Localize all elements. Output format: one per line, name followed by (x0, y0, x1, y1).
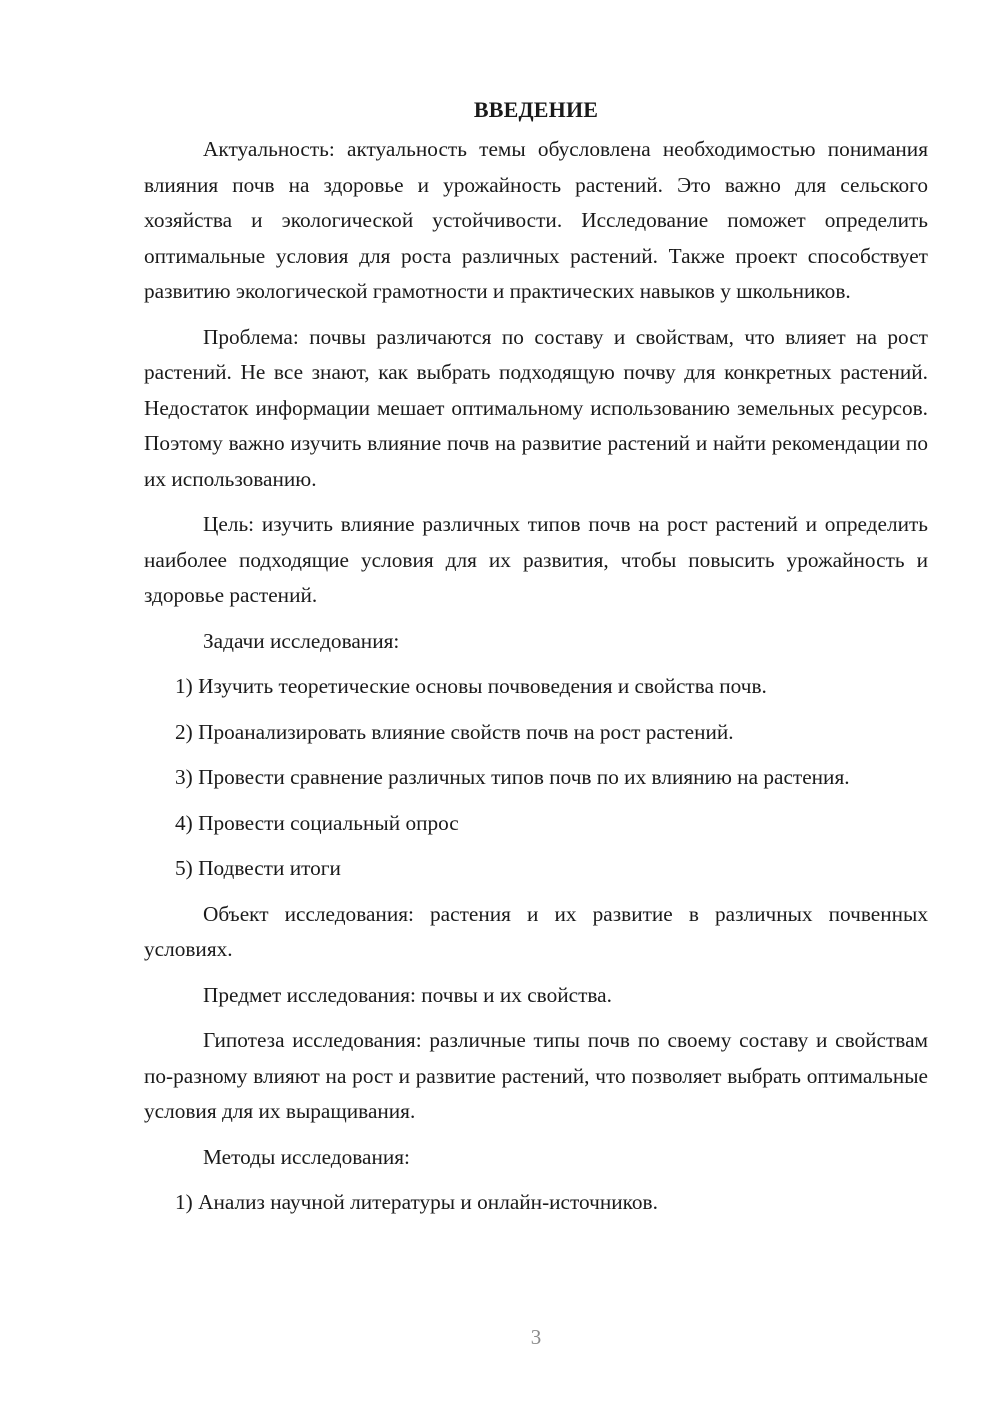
hypothesis-paragraph: Гипотеза исследования: различные типы почв по своему составу и свойствам по-разному влияют на рост и развитие растений, что позволяет выбрать оптимальные условия для их выращивания. (144, 1028, 928, 1123)
page-number: 3 (530, 1325, 542, 1349)
goal-paragraph: Цель: изучить влияние различных типов почв на рост растений и определить наиболее подходящие условия для их развития, чтобы повысить урожайность и здоровье растений. (144, 512, 928, 607)
tasks-heading: Задачи исследования: (203, 628, 400, 653)
relevance-paragraph: Актуальность: актуальность темы обусловлена необходимостью понимания влияния почв на здоровье и урожайность растений. Это важно для сельского хозяйства и экологической устойчивости. Исследование поможет определить оптимальные условия для роста различных растений. Также проект способствует развитию экологической грамотности и практических навыков у школьников. (144, 137, 928, 303)
method-item: 1) Анализ научной литературы и онлайн-источников. (175, 1190, 658, 1214)
task-item: 3) Провести сравнение различных типов почв по их влиянию на растения. (175, 765, 850, 789)
page-content (144, 92, 928, 1231)
methods-list (144, 1185, 928, 1221)
task-item: 2) Проанализировать влияние свойств почв на рост растений. (175, 719, 734, 744)
page-title: ВВЕДЕНИЕ (473, 97, 599, 122)
task-item: 5) Подвести итоги (175, 856, 341, 880)
task-item: 4) Провести социальный опрос (175, 810, 459, 835)
task-item: 1) Изучить теоретические основы почвоведения и свойства почв. (175, 674, 767, 698)
tasks-list (144, 669, 928, 887)
methods-heading: Методы исследования: (203, 1144, 410, 1169)
object-paragraph: Объект исследования: растения и их развитие в различных почвенных условиях. (144, 901, 928, 961)
problem-paragraph: Проблема: почвы различаются по составу и свойствам, что влияет на рост растений. Не все знают, как выбрать подходящую почву для конкретных растений. Недостаток информации мешает оптимальному использованию земельных ресурсов. Поэтому важно изучить влияние почв на развитие растений и найти рекомендации по их использованию. (144, 324, 928, 491)
subject-paragraph: Предмет исследования: почвы и их свойства. (203, 982, 612, 1007)
